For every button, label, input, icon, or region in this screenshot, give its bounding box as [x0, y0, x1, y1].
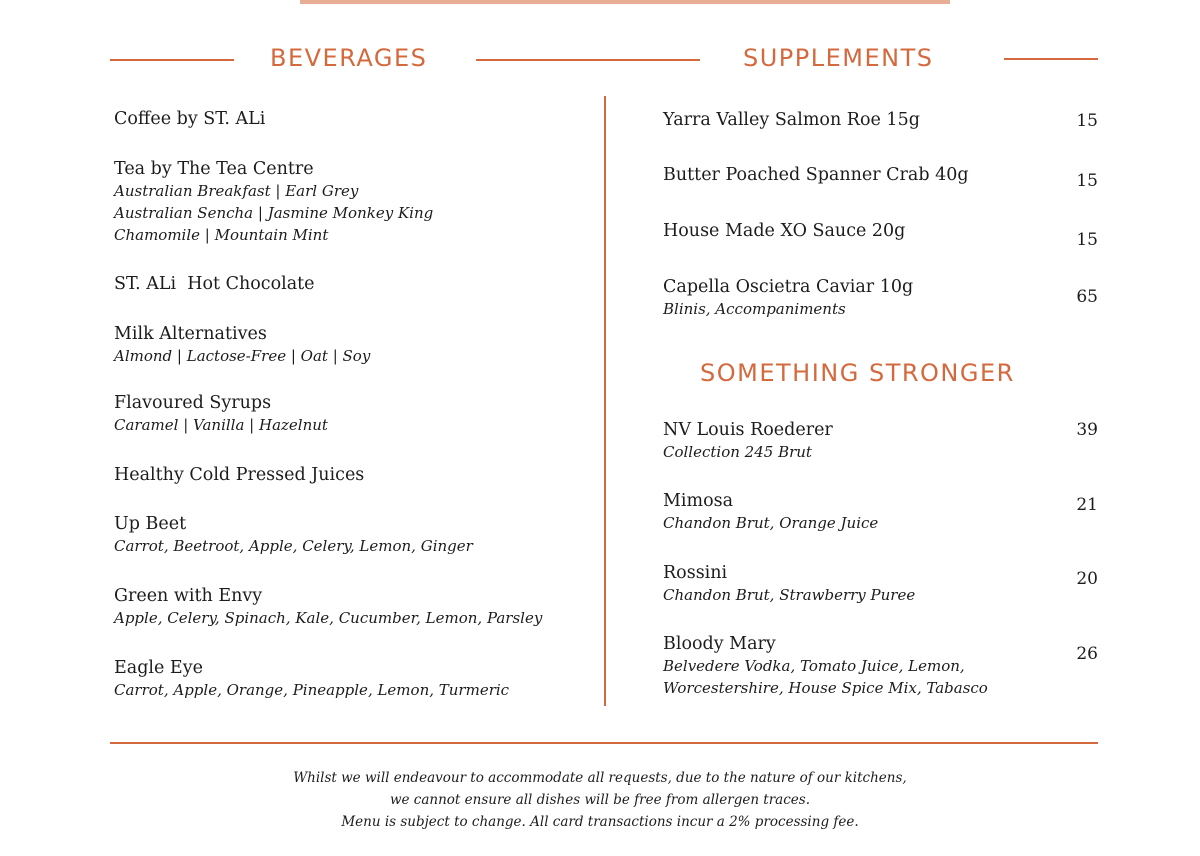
- item-description: Worcestershire, House Spice Mix, Tabasco: [663, 679, 988, 697]
- item-price: 65: [1076, 287, 1098, 307]
- menu-item-salmon-roe: [663, 109, 920, 131]
- beverages-heading: BEVERAGES: [270, 44, 428, 72]
- footer-line: Menu is subject to change. All card transactions incur a 2% processing fee.: [341, 814, 859, 830]
- item-description: Carrot, Apple, Orange, Pineapple, Lemon, Turmeric: [114, 681, 510, 699]
- footer-line: Whilst we will endeavour to accommodate all requests, due to the nature of our kitchens,: [293, 770, 907, 786]
- menu-item-louis-roederer: [663, 419, 833, 463]
- item-price: 15: [1076, 230, 1098, 250]
- item-description: Australian Sencha | Jasmine Monkey King: [114, 204, 434, 222]
- menu-item-coffee: [114, 108, 265, 130]
- menu-item-rossini: [663, 562, 915, 606]
- menu-item-cold-pressed-juices: [114, 464, 364, 486]
- menu-item-eagle-eye: [114, 657, 509, 701]
- item-description: Apple, Celery, Spinach, Kale, Cucumber, Lemon, Parsley: [114, 609, 543, 627]
- supplements-rule-right: [1004, 58, 1098, 60]
- item-price: 39: [1076, 420, 1098, 440]
- item-name: NV Louis Roederer: [663, 420, 833, 440]
- item-name: Capella Oscietra Caviar 10g: [663, 277, 914, 297]
- item-name: Mimosa: [663, 491, 734, 511]
- menu-item-hot-chocolate: [114, 273, 315, 295]
- item-name: Flavoured Syrups: [114, 393, 272, 413]
- item-description: Australian Breakfast | Earl Grey: [114, 182, 359, 200]
- item-description: Carrot, Beetroot, Apple, Celery, Lemon, Ginger: [114, 537, 473, 555]
- item-price: 20: [1076, 569, 1098, 589]
- menu-item-xo-sauce: [663, 220, 905, 242]
- item-name: House Made XO Sauce 20g: [663, 221, 906, 241]
- menu-item-mimosa: [663, 490, 878, 534]
- item-description: Chamomile | Mountain Mint: [114, 226, 329, 244]
- item-name: Green with Envy: [114, 586, 263, 606]
- menu-item-flavoured-syrups: [114, 392, 328, 436]
- menu-item-milk-alternatives: [114, 323, 370, 367]
- item-description: Chandon Brut, Strawberry Puree: [663, 586, 916, 604]
- menu-item-spanner-crab: [663, 164, 969, 186]
- item-price: 26: [1076, 644, 1098, 664]
- item-description: Caramel | Vanilla | Hazelnut: [114, 416, 328, 434]
- item-name: Bloody Mary: [663, 634, 776, 654]
- item-description: Collection 245 Brut: [663, 443, 812, 461]
- item-name: Milk Alternatives: [114, 324, 267, 344]
- stronger-heading: SOMETHING STRONGER: [700, 359, 1015, 387]
- item-name: Up Beet: [114, 514, 187, 534]
- allergen-notice: [0, 767, 1200, 833]
- column-divider: [604, 96, 606, 706]
- beverages-rule-left: [110, 59, 234, 61]
- menu-item-up-beet: [114, 513, 473, 557]
- item-name: Rossini: [663, 563, 728, 583]
- item-name: Eagle Eye: [114, 658, 203, 678]
- item-name: Butter Poached Spanner Crab 40g: [663, 165, 969, 185]
- menu-item-tea: [114, 158, 433, 246]
- item-name: Tea by The Tea Centre: [114, 159, 314, 179]
- menu-item-green-with-envy: [114, 585, 542, 629]
- menu-item-bloody-mary: [663, 633, 988, 699]
- item-description: Almond | Lactose-Free | Oat | Soy: [114, 347, 371, 365]
- menu-item-caviar: [663, 276, 913, 320]
- item-description: Belvedere Vodka, Tomato Juice, Lemon,: [663, 657, 965, 675]
- footer-rule: [110, 742, 1098, 744]
- item-description: Chandon Brut, Orange Juice: [663, 514, 879, 532]
- beverages-rule-right: [476, 59, 700, 61]
- footer-line: we cannot ensure all dishes will be free from allergen traces.: [389, 792, 811, 808]
- item-name: Healthy Cold Pressed Juices: [114, 465, 365, 485]
- item-description: Blinis, Accompaniments: [663, 300, 846, 318]
- item-price: 15: [1076, 111, 1098, 131]
- item-name: Yarra Valley Salmon Roe 15g: [663, 110, 920, 130]
- supplements-heading: SUPPLEMENTS: [743, 44, 934, 72]
- item-name: ST. ALi Hot Chocolate: [114, 274, 315, 294]
- cropped-top-text: [300, 0, 950, 4]
- item-price: 21: [1076, 495, 1098, 515]
- item-price: 15: [1076, 171, 1098, 191]
- item-name: Coffee by ST. ALi: [114, 109, 266, 129]
